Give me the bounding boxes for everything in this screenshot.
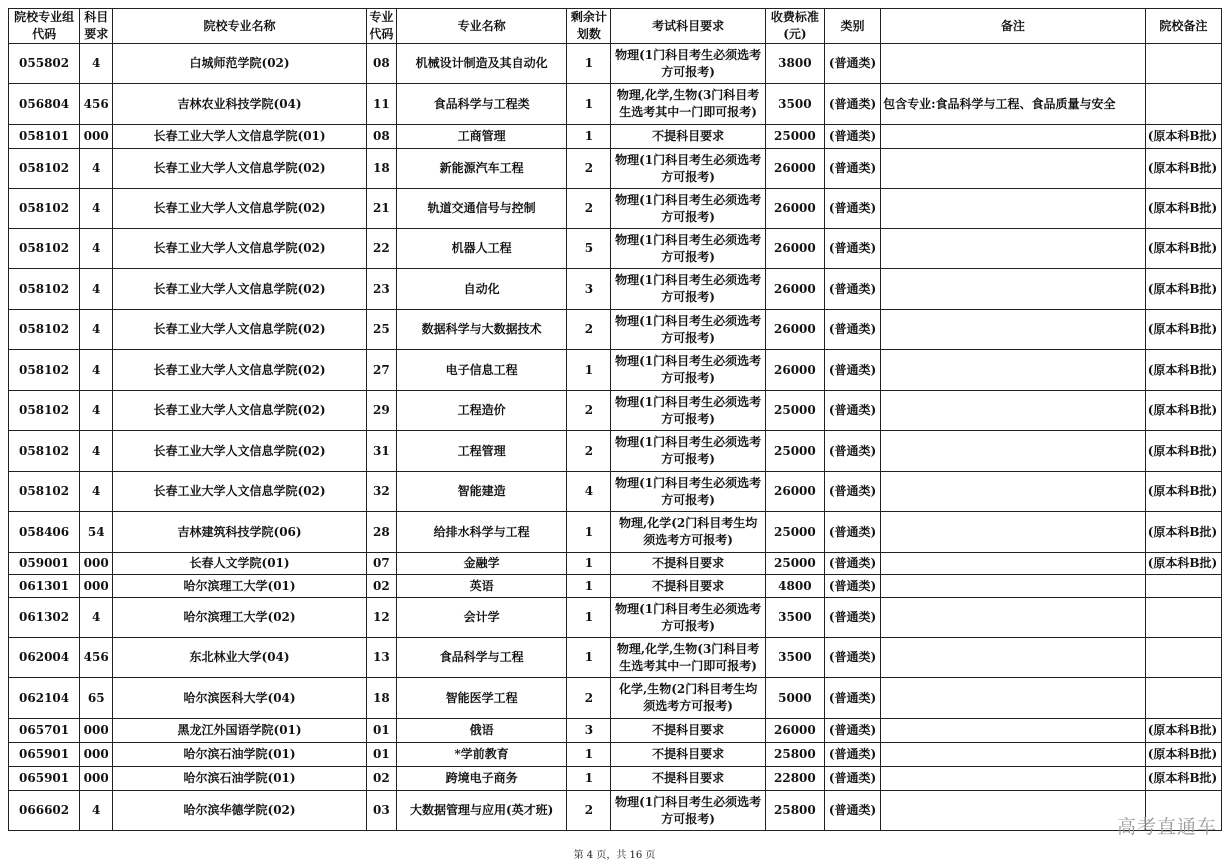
col-header-major-code: 专业代码	[366, 9, 396, 44]
subject-req-cell: 4	[80, 229, 113, 269]
remaining-cell: 4	[567, 472, 611, 512]
col-header-fee: 收费标准(元)	[765, 9, 824, 44]
admissions-table	[8, 8, 1222, 831]
major-name-cell: 跨境电子商务	[396, 767, 566, 791]
subject-req-cell: 4	[80, 431, 113, 472]
school-name-cell: 长春工业大学人文信息学院(02)	[113, 189, 367, 229]
major-name-cell: 给排水科学与工程	[396, 512, 566, 553]
group-code-cell: 058101	[9, 125, 80, 149]
notes-cell	[881, 269, 1146, 310]
notes-cell: 包含专业:食品科学与工程、食品质量与安全	[881, 84, 1146, 125]
exam-subjects-cell: 物理(1门科目考生必须选考方可报考)	[611, 229, 765, 269]
notes-cell	[881, 598, 1146, 638]
major-code-cell: 13	[366, 638, 396, 678]
subject-req-cell: 4	[80, 350, 113, 391]
notes-cell	[881, 678, 1146, 719]
page-footer: 第 4 页，共 16 页	[573, 850, 656, 861]
category-cell: (普通类)	[824, 84, 880, 125]
remaining-cell: 2	[567, 391, 611, 431]
category-cell: (普通类)	[824, 189, 880, 229]
exam-subjects-cell: 物理(1门科目考生必须选考方可报考)	[611, 189, 765, 229]
table-row	[9, 553, 1222, 575]
school-notes-cell: (原本科B批)	[1145, 189, 1221, 229]
major-name-cell: *学前教育	[396, 743, 566, 767]
school-name-cell: 哈尔滨理工大学(02)	[113, 598, 367, 638]
fee-cell: 26000	[765, 189, 824, 229]
school-notes-cell: (原本科B批)	[1145, 767, 1221, 791]
school-name-cell: 东北林业大学(04)	[113, 638, 367, 678]
group-code-cell: 055802	[9, 44, 80, 84]
exam-subjects-cell: 物理(1门科目考生必须选考方可报考)	[611, 44, 765, 84]
school-name-cell: 长春人文学院(01)	[113, 553, 367, 575]
category-cell: (普通类)	[824, 575, 880, 598]
group-code-cell: 066602	[9, 791, 80, 831]
notes-cell	[881, 229, 1146, 269]
fee-cell: 25000	[765, 553, 824, 575]
major-code-cell: 07	[366, 553, 396, 575]
col-header-school-name: 院校专业名称	[113, 9, 367, 44]
notes-cell	[881, 431, 1146, 472]
school-name-cell: 长春工业大学人文信息学院(02)	[113, 229, 367, 269]
subject-req-cell: 4	[80, 391, 113, 431]
group-code-cell: 058406	[9, 512, 80, 553]
major-code-cell: 31	[366, 431, 396, 472]
notes-cell	[881, 743, 1146, 767]
remaining-cell: 2	[567, 791, 611, 831]
school-notes-cell: (原本科B批)	[1145, 719, 1221, 743]
notes-cell	[881, 149, 1146, 189]
subject-req-cell: 000	[80, 553, 113, 575]
category-cell: (普通类)	[824, 791, 880, 831]
category-cell: (普通类)	[824, 310, 880, 350]
fee-cell: 26000	[765, 310, 824, 350]
fee-cell: 25800	[765, 791, 824, 831]
major-code-cell: 08	[366, 44, 396, 84]
school-name-cell: 白城师范学院(02)	[113, 44, 367, 84]
table-row	[9, 149, 1222, 189]
subject-req-cell: 456	[80, 84, 113, 125]
exam-subjects-cell: 物理,化学,生物(3门科目考生选考其中一门即可报考)	[611, 84, 765, 125]
table-row	[9, 791, 1222, 831]
fee-cell: 3500	[765, 598, 824, 638]
group-code-cell: 065701	[9, 719, 80, 743]
table-row	[9, 391, 1222, 431]
major-code-cell: 02	[366, 575, 396, 598]
table-row	[9, 229, 1222, 269]
major-name-cell: 电子信息工程	[396, 350, 566, 391]
fee-cell: 25800	[765, 743, 824, 767]
school-name-cell: 哈尔滨石油学院(01)	[113, 743, 367, 767]
school-notes-cell	[1145, 678, 1221, 719]
table-header	[9, 9, 1222, 44]
category-cell: (普通类)	[824, 350, 880, 391]
major-code-cell: 18	[366, 678, 396, 719]
table-row	[9, 350, 1222, 391]
remaining-cell: 3	[567, 719, 611, 743]
school-name-cell: 哈尔滨华德学院(02)	[113, 791, 367, 831]
remaining-cell: 1	[567, 84, 611, 125]
table-row	[9, 84, 1222, 125]
school-notes-cell: (原本科B批)	[1145, 512, 1221, 553]
table-row	[9, 44, 1222, 84]
remaining-cell: 1	[567, 767, 611, 791]
school-name-cell: 哈尔滨理工大学(01)	[113, 575, 367, 598]
col-header-major-name: 专业名称	[396, 9, 566, 44]
major-code-cell: 18	[366, 149, 396, 189]
group-code-cell: 058102	[9, 229, 80, 269]
notes-cell	[881, 310, 1146, 350]
notes-cell	[881, 767, 1146, 791]
table-row	[9, 767, 1222, 791]
category-cell: (普通类)	[824, 767, 880, 791]
group-code-cell: 062104	[9, 678, 80, 719]
col-header-school-notes: 院校备注	[1145, 9, 1221, 44]
major-code-cell: 32	[366, 472, 396, 512]
major-code-cell: 25	[366, 310, 396, 350]
group-code-cell: 059001	[9, 553, 80, 575]
major-code-cell: 22	[366, 229, 396, 269]
exam-subjects-cell: 物理(1门科目考生必须选考方可报考)	[611, 472, 765, 512]
exam-subjects-cell: 物理,化学,生物(3门科目考生选考其中一门即可报考)	[611, 638, 765, 678]
exam-subjects-cell: 物理,化学(2门科目考生均须选考方可报考)	[611, 512, 765, 553]
major-code-cell: 29	[366, 391, 396, 431]
subject-req-cell: 000	[80, 743, 113, 767]
major-name-cell: 智能医学工程	[396, 678, 566, 719]
remaining-cell: 1	[567, 44, 611, 84]
fee-cell: 26000	[765, 472, 824, 512]
category-cell: (普通类)	[824, 391, 880, 431]
notes-cell	[881, 189, 1146, 229]
school-name-cell: 黑龙江外国语学院(01)	[113, 719, 367, 743]
subject-req-cell: 54	[80, 512, 113, 553]
notes-cell	[881, 791, 1146, 831]
major-name-cell: 机械设计制造及其自动化	[396, 44, 566, 84]
exam-subjects-cell: 物理(1门科目考生必须选考方可报考)	[611, 391, 765, 431]
school-notes-cell	[1145, 638, 1221, 678]
table-row	[9, 125, 1222, 149]
category-cell: (普通类)	[824, 719, 880, 743]
subject-req-cell: 000	[80, 575, 113, 598]
table-row	[9, 189, 1222, 229]
fee-cell: 25000	[765, 431, 824, 472]
table-body	[9, 44, 1222, 831]
exam-subjects-cell: 物理(1门科目考生必须选考方可报考)	[611, 350, 765, 391]
school-name-cell: 长春工业大学人文信息学院(02)	[113, 472, 367, 512]
school-name-cell: 长春工业大学人文信息学院(02)	[113, 310, 367, 350]
table-row	[9, 575, 1222, 598]
school-name-cell: 吉林建筑科技学院(06)	[113, 512, 367, 553]
watermark: 高考直通车	[1116, 816, 1217, 838]
fee-cell: 26000	[765, 229, 824, 269]
col-header-group-code: 院校专业组代码	[9, 9, 80, 44]
major-name-cell: 数据科学与大数据技术	[396, 310, 566, 350]
remaining-cell: 1	[567, 575, 611, 598]
exam-subjects-cell: 不提科目要求	[611, 553, 765, 575]
table-row	[9, 598, 1222, 638]
major-code-cell: 12	[366, 598, 396, 638]
major-name-cell: 轨道交通信号与控制	[396, 189, 566, 229]
subject-req-cell: 4	[80, 269, 113, 310]
notes-cell	[881, 638, 1146, 678]
fee-cell: 25000	[765, 391, 824, 431]
subject-req-cell: 4	[80, 472, 113, 512]
category-cell: (普通类)	[824, 472, 880, 512]
category-cell: (普通类)	[824, 125, 880, 149]
school-name-cell: 长春工业大学人文信息学院(02)	[113, 391, 367, 431]
major-name-cell: 大数据管理与应用(英才班)	[396, 791, 566, 831]
remaining-cell: 1	[567, 638, 611, 678]
group-code-cell: 058102	[9, 472, 80, 512]
major-name-cell: 新能源汽车工程	[396, 149, 566, 189]
notes-cell	[881, 125, 1146, 149]
major-name-cell: 工程造价	[396, 391, 566, 431]
group-code-cell: 056804	[9, 84, 80, 125]
major-code-cell: 08	[366, 125, 396, 149]
exam-subjects-cell: 物理(1门科目考生必须选考方可报考)	[611, 149, 765, 189]
exam-subjects-cell: 物理(1门科目考生必须选考方可报考)	[611, 598, 765, 638]
remaining-cell: 2	[567, 189, 611, 229]
group-code-cell: 058102	[9, 310, 80, 350]
col-header-subject-req: 科目要求	[80, 9, 113, 44]
category-cell: (普通类)	[824, 512, 880, 553]
school-notes-cell: (原本科B批)	[1145, 472, 1221, 512]
subject-req-cell: 000	[80, 767, 113, 791]
fee-cell: 25000	[765, 512, 824, 553]
subject-req-cell: 4	[80, 149, 113, 189]
group-code-cell: 058102	[9, 189, 80, 229]
notes-cell	[881, 512, 1146, 553]
group-code-cell: 058102	[9, 391, 80, 431]
notes-cell	[881, 575, 1146, 598]
school-notes-cell: (原本科B批)	[1145, 229, 1221, 269]
category-cell: (普通类)	[824, 431, 880, 472]
notes-cell	[881, 391, 1146, 431]
category-cell: (普通类)	[824, 638, 880, 678]
group-code-cell: 058102	[9, 431, 80, 472]
subject-req-cell: 000	[80, 125, 113, 149]
category-cell: (普通类)	[824, 553, 880, 575]
fee-cell: 26000	[765, 149, 824, 189]
col-header-exam-subjects: 考试科目要求	[611, 9, 765, 44]
fee-cell: 4800	[765, 575, 824, 598]
major-name-cell: 金融学	[396, 553, 566, 575]
fee-cell: 22800	[765, 767, 824, 791]
school-notes-cell: (原本科B批)	[1145, 149, 1221, 189]
group-code-cell: 065901	[9, 743, 80, 767]
school-name-cell: 长春工业大学人文信息学院(02)	[113, 350, 367, 391]
category-cell: (普通类)	[824, 743, 880, 767]
category-cell: (普通类)	[824, 44, 880, 84]
table-row	[9, 431, 1222, 472]
remaining-cell: 1	[567, 350, 611, 391]
major-code-cell: 27	[366, 350, 396, 391]
fee-cell: 3500	[765, 638, 824, 678]
subject-req-cell: 4	[80, 310, 113, 350]
school-notes-cell: (原本科B批)	[1145, 431, 1221, 472]
major-code-cell: 01	[366, 719, 396, 743]
remaining-cell: 2	[567, 431, 611, 472]
exam-subjects-cell: 不提科目要求	[611, 743, 765, 767]
table-row	[9, 269, 1222, 310]
fee-cell: 5000	[765, 678, 824, 719]
category-cell: (普通类)	[824, 598, 880, 638]
major-name-cell: 机器人工程	[396, 229, 566, 269]
table-row	[9, 638, 1222, 678]
notes-cell	[881, 553, 1146, 575]
table-row	[9, 743, 1222, 767]
school-notes-cell	[1145, 598, 1221, 638]
notes-cell	[881, 350, 1146, 391]
major-name-cell: 智能建造	[396, 472, 566, 512]
major-code-cell: 28	[366, 512, 396, 553]
table-row	[9, 512, 1222, 553]
major-name-cell: 工程管理	[396, 431, 566, 472]
col-header-notes: 备注	[881, 9, 1146, 44]
category-cell: (普通类)	[824, 678, 880, 719]
group-code-cell: 058102	[9, 269, 80, 310]
remaining-cell: 1	[567, 553, 611, 575]
school-name-cell: 长春工业大学人文信息学院(02)	[113, 431, 367, 472]
group-code-cell: 062004	[9, 638, 80, 678]
subject-req-cell: 4	[80, 44, 113, 84]
remaining-cell: 2	[567, 310, 611, 350]
major-name-cell: 食品科学与工程	[396, 638, 566, 678]
remaining-cell: 1	[567, 512, 611, 553]
school-name-cell: 哈尔滨医科大学(04)	[113, 678, 367, 719]
remaining-cell: 2	[567, 149, 611, 189]
exam-subjects-cell: 物理(1门科目考生必须选考方可报考)	[611, 269, 765, 310]
major-name-cell: 工商管理	[396, 125, 566, 149]
table-row	[9, 310, 1222, 350]
exam-subjects-cell: 化学,生物(2门科目考生均须选考方可报考)	[611, 678, 765, 719]
major-name-cell: 俄语	[396, 719, 566, 743]
remaining-cell: 2	[567, 678, 611, 719]
school-name-cell: 吉林农业科技学院(04)	[113, 84, 367, 125]
group-code-cell: 061301	[9, 575, 80, 598]
table-row	[9, 472, 1222, 512]
category-cell: (普通类)	[824, 229, 880, 269]
subject-req-cell: 000	[80, 719, 113, 743]
remaining-cell: 3	[567, 269, 611, 310]
subject-req-cell: 65	[80, 678, 113, 719]
school-name-cell: 长春工业大学人文信息学院(01)	[113, 125, 367, 149]
major-code-cell: 02	[366, 767, 396, 791]
major-code-cell: 03	[366, 791, 396, 831]
major-code-cell: 23	[366, 269, 396, 310]
school-notes-cell: (原本科B批)	[1145, 350, 1221, 391]
category-cell: (普通类)	[824, 269, 880, 310]
exam-subjects-cell: 物理(1门科目考生必须选考方可报考)	[611, 310, 765, 350]
fee-cell: 3800	[765, 44, 824, 84]
remaining-cell: 5	[567, 229, 611, 269]
major-name-cell: 自动化	[396, 269, 566, 310]
subject-req-cell: 4	[80, 791, 113, 831]
remaining-cell: 1	[567, 598, 611, 638]
exam-subjects-cell: 不提科目要求	[611, 767, 765, 791]
subject-req-cell: 456	[80, 638, 113, 678]
group-code-cell: 065901	[9, 767, 80, 791]
group-code-cell: 061302	[9, 598, 80, 638]
fee-cell: 26000	[765, 350, 824, 391]
major-name-cell: 英语	[396, 575, 566, 598]
category-cell: (普通类)	[824, 149, 880, 189]
school-notes-cell: (原本科B批)	[1145, 269, 1221, 310]
exam-subjects-cell: 不提科目要求	[611, 125, 765, 149]
school-notes-cell: (原本科B批)	[1145, 125, 1221, 149]
school-notes-cell	[1145, 575, 1221, 598]
fee-cell: 3500	[765, 84, 824, 125]
school-notes-cell: (原本科B批)	[1145, 391, 1221, 431]
remaining-cell: 1	[567, 743, 611, 767]
fee-cell: 26000	[765, 269, 824, 310]
major-name-cell: 会计学	[396, 598, 566, 638]
school-notes-cell: (原本科B批)	[1145, 310, 1221, 350]
group-code-cell: 058102	[9, 350, 80, 391]
major-code-cell: 01	[366, 743, 396, 767]
exam-subjects-cell: 不提科目要求	[611, 575, 765, 598]
col-header-category: 类别	[824, 9, 880, 44]
fee-cell: 25000	[765, 125, 824, 149]
school-notes-cell: (原本科B批)	[1145, 553, 1221, 575]
group-code-cell: 058102	[9, 149, 80, 189]
exam-subjects-cell: 物理(1门科目考生必须选考方可报考)	[611, 791, 765, 831]
school-notes-cell: (原本科B批)	[1145, 743, 1221, 767]
exam-subjects-cell: 物理(1门科目考生必须选考方可报考)	[611, 431, 765, 472]
notes-cell	[881, 44, 1146, 84]
fee-cell: 26000	[765, 719, 824, 743]
table-row	[9, 678, 1222, 719]
notes-cell	[881, 719, 1146, 743]
school-name-cell: 长春工业大学人文信息学院(02)	[113, 149, 367, 189]
remaining-cell: 1	[567, 125, 611, 149]
major-code-cell: 21	[366, 189, 396, 229]
header-row	[9, 9, 1222, 44]
major-name-cell: 食品科学与工程类	[396, 84, 566, 125]
col-header-remaining: 剩余计划数	[567, 9, 611, 44]
notes-cell	[881, 472, 1146, 512]
school-name-cell: 哈尔滨石油学院(01)	[113, 767, 367, 791]
subject-req-cell: 4	[80, 189, 113, 229]
school-name-cell: 长春工业大学人文信息学院(02)	[113, 269, 367, 310]
table-row	[9, 719, 1222, 743]
major-code-cell: 11	[366, 84, 396, 125]
exam-subjects-cell: 不提科目要求	[611, 719, 765, 743]
school-notes-cell	[1145, 84, 1221, 125]
school-notes-cell	[1145, 44, 1221, 84]
subject-req-cell: 4	[80, 598, 113, 638]
